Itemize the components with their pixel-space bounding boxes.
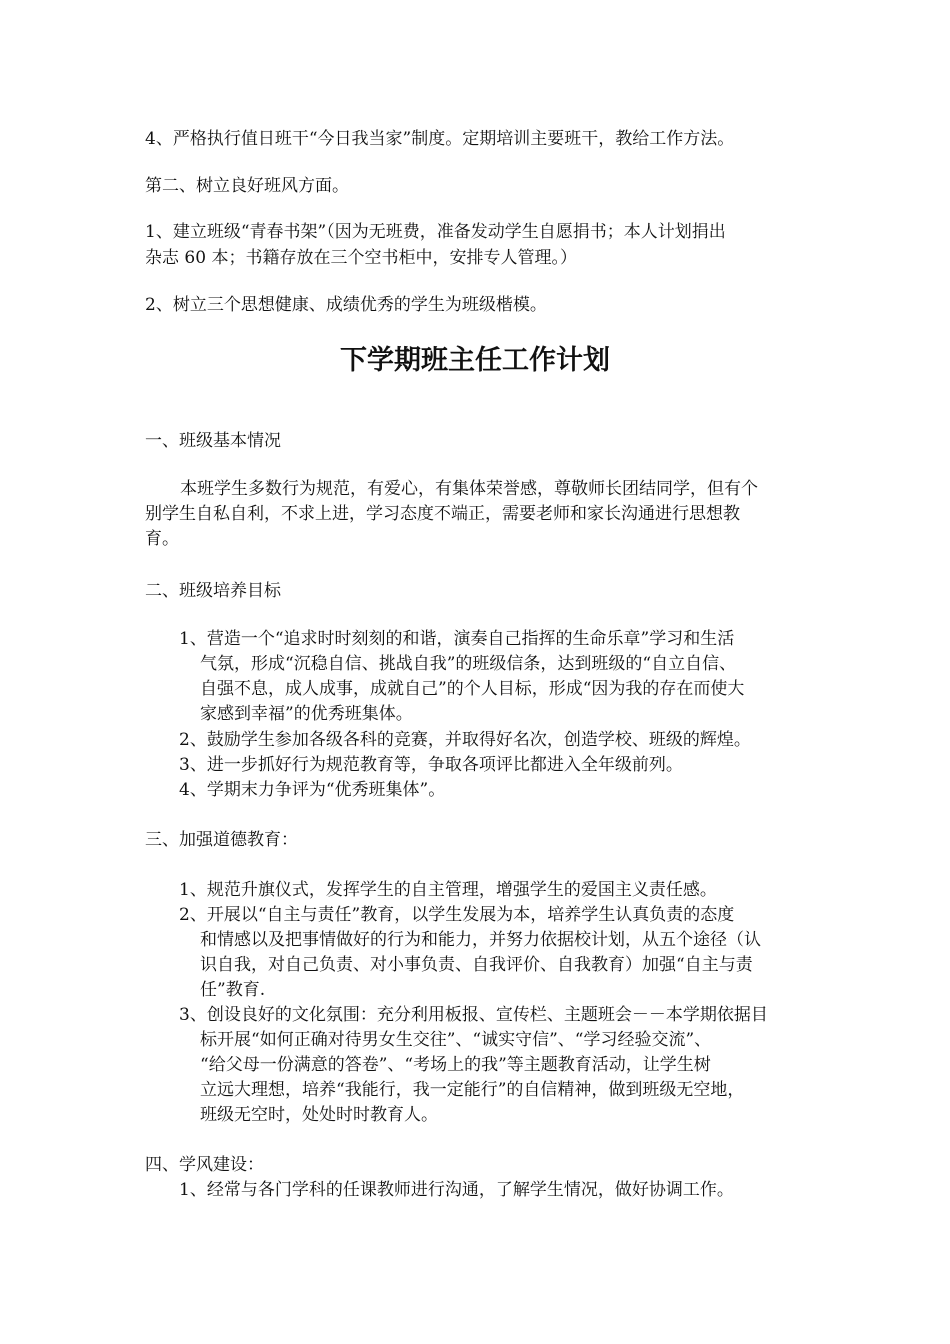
section2-item2: 2、鼓励学生参加各级各科的竞赛，并取得好名次，创造学校、班级的辉煌。 — [179, 730, 751, 750]
page-title: 下学期班主任工作计划 — [340, 345, 610, 376]
section3-item3-line2: 标开展“如何正确对待男女生交往”、“诚实守信”、“学习经验交流”、 — [200, 1030, 712, 1050]
section3-item2-line1: 2、开展以“自主与责任”教育，以学生发展为本，培养学生认真负责的态度 — [179, 905, 735, 925]
section3-item3-line1: 3、创设良好的文化氛围：充分利用板报、宣传栏、主题班会－－本学期依据目 — [179, 1005, 768, 1025]
paragraph-duty-cadre: 4、严格执行值日班干“今日我当家”制度。定期培训主要班干，教给工作方法。 — [145, 129, 735, 149]
section3-item2-line2: 和情感以及把事情做好的行为和能力，并努力依据校计划，从五个途径（认 — [200, 930, 761, 950]
paragraph-bookshelf-line1: 1、建立班级“青春书架”（因为无班费，准备发动学生自愿捐书；本人计划捐出 — [145, 222, 726, 242]
section2-item1-line2: 气氛，形成“沉稳自信、挑战自我”的班级信条，达到班级的“自立自信、 — [200, 654, 737, 674]
section3-item1: 1、规范升旗仪式，发挥学生的自主管理，增强学生的爱国主义责任感。 — [179, 880, 717, 900]
section2-heading: 二、班级培养目标 — [145, 581, 281, 601]
section1-text-line2: 别学生自私自利，不求上进，学习态度不端正，需要老师和家长沟通进行思想教 — [145, 504, 740, 524]
section2-item3: 3、进一步抓好行为规范教育等，争取各项评比都进入全年级前列。 — [179, 755, 683, 775]
section2-item4: 4、学期末力争评为“优秀班集体”。 — [179, 780, 446, 800]
section3-item3-line4: 立远大理想，培养“我能行，我一定能行”的自信精神，做到班级无空地， — [200, 1080, 745, 1100]
section1-text-line1: 本班学生多数行为规范，有爱心，有集体荣誉感，尊敬师长团结同学，但有个 — [180, 479, 758, 499]
paragraph-role-models: 2、树立三个思想健康、成绩优秀的学生为班级楷模。 — [145, 295, 547, 315]
paragraph-bookshelf-line2: 杂志 60 本；书籍存放在三个空书柜中，安排专人管理。） — [145, 248, 577, 268]
section3-item2-line3: 识自我，对自己负责、对小事负责、自我评价、自我教育）加强“自主与责 — [200, 955, 753, 975]
section3-item3-line5: 班级无空时，处处时时教育人。 — [200, 1105, 438, 1125]
section1-heading: 一、班级基本情况 — [145, 431, 281, 451]
section4-item1: 1、经常与各门学科的任课教师进行沟通，了解学生情况，做好协调工作。 — [179, 1180, 734, 1200]
section3-item3-line3: “给父母一份满意的答卷”、“考场上的我”等主题教育活动，让学生树 — [200, 1055, 711, 1075]
section3-heading: 三、加强道德教育： — [145, 830, 298, 850]
section1-text-line3: 育。 — [145, 529, 179, 549]
section2-item1-line4: 家感到幸福”的优秀班集体。 — [200, 704, 413, 724]
section4-heading: 四、学风建设： — [145, 1155, 264, 1175]
section2-item1-line1: 1、营造一个“追求时时刻刻的和谐，演奏自己指挥的生命乐章”学习和生活 — [179, 629, 735, 649]
paragraph-class-spirit-heading: 第二、树立良好班风方面。 — [145, 176, 349, 196]
section3-item2-line4: 任”教育. — [200, 980, 266, 1000]
section2-item1-line3: 自强不息，成人成事，成就自己”的个人目标，形成“因为我的存在而使大 — [200, 679, 745, 699]
